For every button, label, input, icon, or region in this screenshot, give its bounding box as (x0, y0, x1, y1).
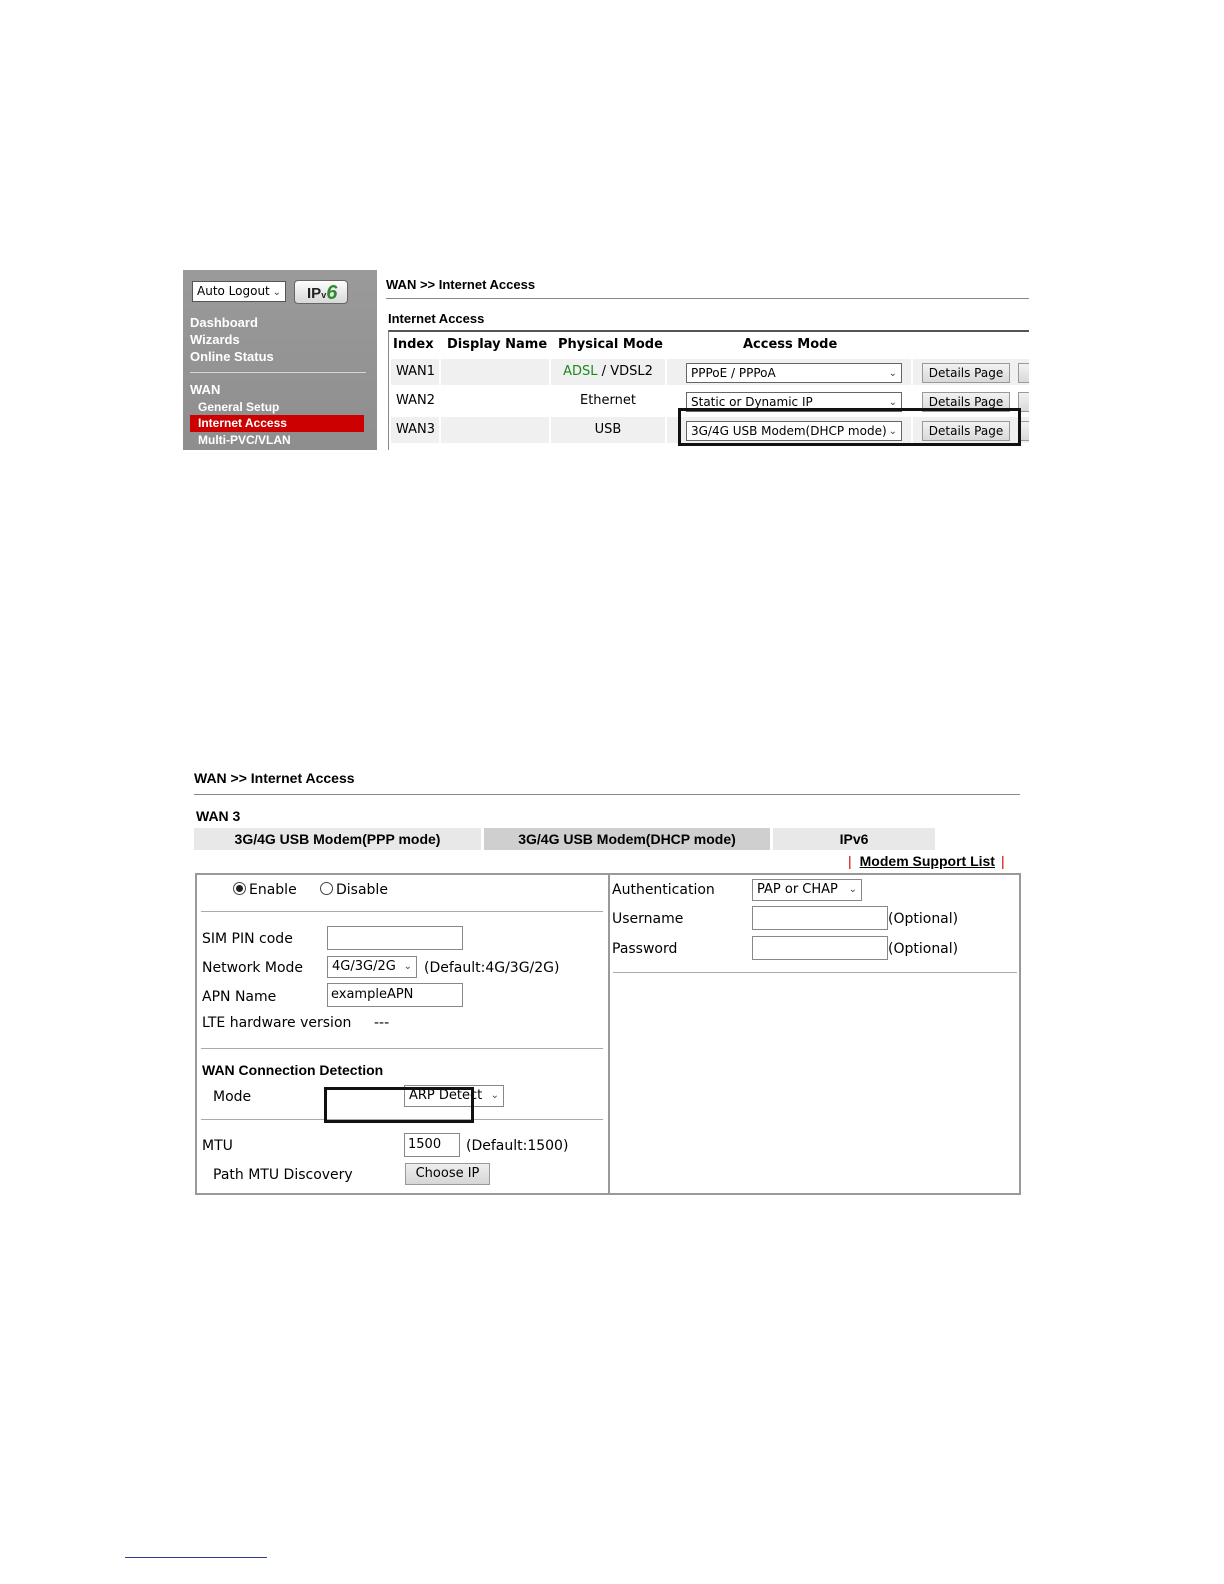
tab-dhcp-mode[interactable]: 3G/4G USB Modem(DHCP mode) (484, 828, 770, 850)
cell-display-name (441, 388, 549, 414)
divider (201, 1048, 603, 1049)
submenu-general-setup[interactable]: General Setup (198, 400, 280, 414)
chevron-down-icon: ⌄ (888, 368, 897, 379)
apn-name-label: APN Name (202, 989, 277, 1005)
radio-unchecked-icon (320, 882, 333, 895)
access-mode-select[interactable]: Static or Dynamic IP ⌄ (686, 392, 902, 412)
col-index: Index (393, 337, 434, 352)
radio-checked-icon (233, 882, 246, 895)
wan-detection-title: WAN Connection Detection (202, 1062, 384, 1078)
breadcrumb: WAN >> Internet Access (194, 770, 355, 786)
enable-radio[interactable]: Enable (233, 882, 297, 898)
tab-ppp-mode[interactable]: 3G/4G USB Modem(PPP mode) (194, 828, 481, 850)
submenu-multi-pvc-vlan[interactable]: Multi-PVC/VLAN (198, 433, 291, 447)
auto-logout-select[interactable]: Auto Logout ⌄ (192, 281, 286, 302)
chevron-down-icon: ⌄ (848, 884, 857, 895)
access-mode-select[interactable]: PPPoE / PPPoA ⌄ (686, 363, 902, 383)
details-page-button[interactable]: Details Page (922, 392, 1010, 412)
cell-index: WAN3 (391, 417, 439, 443)
disable-radio[interactable]: Disable (320, 882, 388, 898)
lte-hardware-label: LTE hardware version (202, 1015, 352, 1031)
username-input[interactable] (752, 906, 888, 930)
sidebar (183, 270, 377, 450)
password-label: Password (612, 941, 678, 957)
chevron-down-icon: ⌄ (888, 397, 897, 408)
menu-dashboard[interactable]: Dashboard (190, 315, 258, 330)
col-display-name: Display Name (447, 337, 548, 352)
divider (386, 298, 1029, 299)
network-mode-label: Network Mode (202, 960, 304, 976)
cell-display-name (441, 359, 549, 385)
cell-physical-mode: USB (551, 417, 665, 443)
username-optional: (Optional) (888, 911, 959, 927)
section-title: Internet Access (388, 311, 485, 326)
wan3-settings-screenshot (193, 767, 1023, 1197)
modem-support-list: | Modem Support List | (848, 853, 1005, 869)
menu-wizards[interactable]: Wizards (190, 332, 240, 347)
submenu-internet-access[interactable]: Internet Access (190, 415, 364, 432)
internet-access-overview-screenshot (183, 270, 1029, 450)
cell-display-name (441, 417, 549, 443)
cell-physical-mode: Ethernet (551, 388, 665, 414)
divider (613, 972, 1017, 973)
cell-index: WAN1 (391, 359, 439, 385)
chevron-down-icon: ⌄ (888, 426, 897, 437)
chevron-down-icon: ⌄ (272, 287, 281, 298)
mtu-default: (Default:1500) (466, 1138, 569, 1154)
menu-divider (190, 372, 366, 373)
highlight-box (678, 408, 1021, 446)
divider (194, 794, 1020, 795)
tab-ipv6[interactable]: IPv6 (773, 828, 935, 850)
cell-physical-mode: ADSL / VDSL2 (551, 359, 665, 385)
detection-mode-label: Mode (213, 1089, 252, 1105)
authentication-select[interactable]: PAP or CHAP ⌄ (752, 879, 862, 901)
chevron-down-icon: ⌄ (490, 1090, 499, 1101)
lte-hardware-value: --- (374, 1015, 390, 1031)
panel-divider (608, 875, 610, 1193)
breadcrumb: WAN >> Internet Access (386, 277, 536, 292)
mtu-label: MTU (202, 1138, 233, 1154)
more-button[interactable] (1018, 363, 1029, 383)
network-mode-default: (Default:4G/3G/2G) (424, 960, 560, 976)
detection-mode-select[interactable]: ARP Detect ⌄ (404, 1085, 504, 1107)
cell-index: WAN2 (391, 388, 439, 414)
password-input[interactable] (752, 936, 888, 960)
apn-name-input[interactable]: exampleAPN (327, 983, 463, 1007)
username-label: Username (612, 911, 684, 927)
col-physical-mode: Physical Mode (558, 337, 663, 352)
menu-online-status[interactable]: Online Status (190, 349, 274, 364)
ipv6-logo: IPv6 (294, 280, 348, 304)
network-mode-select[interactable]: 4G/3G/2G ⌄ (327, 956, 417, 978)
authentication-label: Authentication (612, 882, 715, 898)
divider (201, 911, 603, 912)
password-optional: (Optional) (888, 941, 959, 957)
chevron-down-icon: ⌄ (403, 961, 412, 972)
access-mode-select[interactable]: 3G/4G USB Modem(DHCP mode) ⌄ (686, 421, 902, 441)
settings-panel (195, 873, 1021, 1195)
choose-ip-button[interactable]: Choose IP (405, 1163, 490, 1185)
path-mtu-label: Path MTU Discovery (213, 1167, 353, 1183)
sim-pin-input[interactable] (327, 926, 463, 950)
sim-pin-label: SIM PIN code (202, 931, 293, 947)
highlight-box (324, 1087, 474, 1123)
details-page-button[interactable]: Details Page (922, 421, 1010, 441)
col-access-mode: Access Mode (743, 337, 838, 352)
modem-support-list-link[interactable]: Modem Support List (859, 853, 995, 869)
details-page-button[interactable]: Details Page (922, 363, 1010, 383)
menu-wan[interactable]: WAN (190, 382, 221, 397)
footer-divider (125, 1557, 267, 1558)
page-title: WAN 3 (196, 808, 241, 824)
table-row (389, 359, 1029, 387)
mtu-input[interactable]: 1500 (404, 1133, 460, 1157)
